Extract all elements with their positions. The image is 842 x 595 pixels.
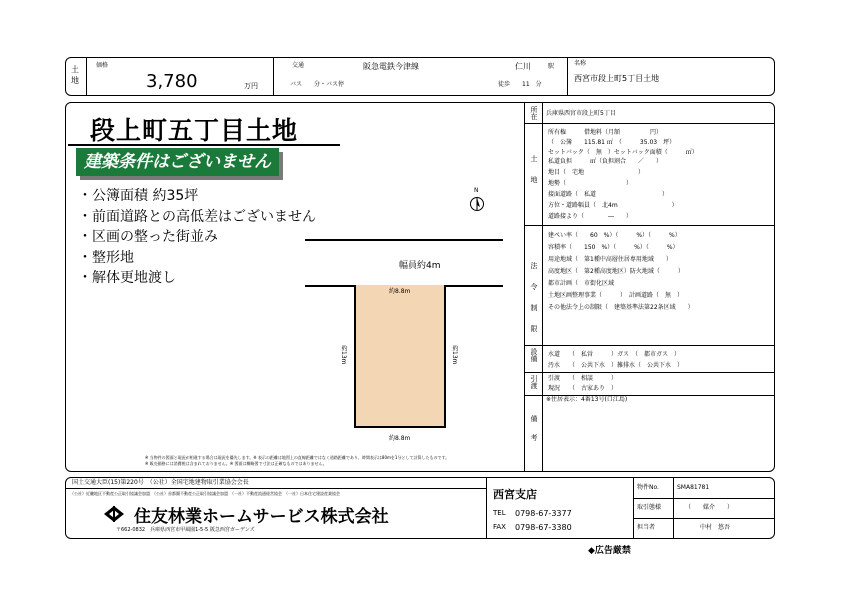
- price-unit: 万円: [244, 82, 258, 90]
- staff-label: 担当者: [637, 524, 656, 531]
- spec-row: その他法令上の制限（ 建築基準法第22条区域 ）: [548, 304, 694, 311]
- spec-land-rows: [548, 128, 698, 222]
- spec-row: 地目（ 宅地 ）: [548, 169, 645, 177]
- railway-name: 阪急電鉄今津線: [363, 62, 419, 71]
- spec-row: 私道負担 ㎡（負担割合 ／ ）: [548, 158, 663, 166]
- property-no: SMA81781: [677, 484, 710, 491]
- feature-item: ・公簿面積 約35坪: [78, 188, 199, 204]
- company-name: 住友林業ホームサービス株式会社: [134, 507, 389, 527]
- traffic-label: 交通: [292, 62, 305, 69]
- spec-remarks-label: 備考: [530, 415, 538, 453]
- location-label: 名称: [574, 60, 587, 67]
- spec-delivery-rows: [548, 374, 617, 394]
- spec-row: 接面道路（ 私道 ）: [548, 191, 669, 199]
- disclaimer-2: ※ 販売価格には消費税は含まれておりません。※ 図面は概略図で寸法は正確なものではありません。: [145, 461, 327, 466]
- fax-label: FAX: [493, 523, 506, 531]
- north-arrow-icon: [469, 196, 485, 212]
- company-logo-icon: [100, 504, 128, 524]
- license-text: 国土交通大臣(15)第220号 （公社）全国宅地建物取引業協会会長: [72, 479, 249, 486]
- spec-row: 水道 （ 私営 ）ガス （ 都市ガス ）: [548, 351, 681, 358]
- spec-row: 方位・道路幅員（ 北4m ）: [548, 202, 678, 210]
- walk-info: 徒歩 11 分: [498, 81, 542, 88]
- conditions-banner: 建築条件はございません: [76, 148, 279, 176]
- spec-row: 高度地区（ 第2種高度地区）防火地域（ ）: [548, 268, 684, 275]
- branch-name: 西宮支店: [493, 488, 537, 501]
- fax-number: 0798-67-3380: [515, 523, 572, 532]
- feature-item: ・整形地: [78, 249, 134, 266]
- spec-row: 汚水 （ 公共下水 ）雑排水（ 公共下水 ）: [548, 362, 684, 369]
- tel-label: TEL: [493, 509, 506, 517]
- spec-row: 現況 （ 古家あり ）: [548, 385, 618, 392]
- company-address: 〒662-0832 兵庫県西宮市甲風園1-5-5 阪急西宮ガーデンズ: [116, 527, 255, 533]
- station-suffix: 駅: [548, 63, 555, 70]
- north-label: N: [474, 187, 479, 194]
- spec-delivery-label: 引渡: [530, 375, 538, 389]
- spec-row: 地勢（ ）: [548, 180, 633, 188]
- spec-location-label: 所在: [530, 106, 538, 120]
- lot-dim-bottom: 約8.8m: [389, 435, 411, 442]
- page-title: 段上町五丁目土地: [90, 116, 299, 145]
- spec-remarks-value: ※住居表示：4番13号(口江島): [546, 396, 628, 403]
- spec-row: 道路接より（ ― ）: [548, 213, 633, 221]
- spec-land-label: 土地: [530, 155, 538, 197]
- deal-type-label: 取引態様: [637, 504, 662, 511]
- feature-item: ・解体更地渡し: [78, 270, 176, 286]
- spec-row: 引渡 （ 相談 ）: [548, 375, 618, 382]
- spec-infra-label: 設備: [530, 348, 538, 362]
- feature-item: ・区画の整った街並み: [78, 229, 218, 245]
- lot-dim-left: 約13m: [340, 345, 347, 365]
- location-value: 西宮市段上町5丁目土地: [574, 74, 660, 83]
- bus-info: バス 分・バス停: [290, 81, 345, 88]
- spec-infra-rows: [548, 349, 683, 371]
- staff-name: 中村 悠吾: [700, 524, 731, 531]
- price-value: 3,780: [146, 71, 198, 92]
- no-ad-notice: ◆広告厳禁: [588, 546, 631, 556]
- lot-shape: [354, 285, 446, 428]
- lot-dim-top: 約8.8m: [389, 288, 411, 295]
- station-name: 仁川: [515, 62, 531, 71]
- road-edge-far: [305, 239, 503, 241]
- feature-list: [78, 186, 316, 289]
- spec-location-value: 兵庫県西宮市段上町5丁目: [546, 110, 616, 117]
- price-label: 価格: [96, 62, 109, 69]
- road-width-label: 幅員約4m: [399, 261, 441, 271]
- spec-row: 建ぺい率（ 60 %）（ %）（ %）: [548, 232, 681, 239]
- spec-row: 都市計画（ 市街化区域: [548, 280, 615, 287]
- property-no-label: 物件No.: [637, 484, 659, 491]
- spec-row: （ 公簿 115.81 ㎡ （ 35.03 坪）: [548, 138, 676, 146]
- spec-row: 用途地域（ 第1種中高層住居専用地域 ）: [548, 256, 672, 263]
- deal-type-value: （ 媒介 ）: [685, 504, 734, 511]
- spec-row: セットバック（ 無 ）セットバック面積（ ㎡）: [548, 148, 698, 156]
- tel-number: 0798-67-3377: [515, 509, 572, 518]
- spec-law-rows: [548, 230, 694, 314]
- spec-row: 所有権 借地料（月額 円）: [548, 129, 663, 136]
- association-text: （公社）近畿地区不動産公正取引協議会加盟 （公社）首都圏不動産公正取引協議会加盟 （一社）不動産流通経営協会 （一社）日本住宅建設産業協会: [70, 491, 340, 496]
- spec-row: 土地区画整理事業（ ） 計画道路（ 無 ）: [548, 292, 684, 299]
- spec-law-label: 法令制限: [530, 262, 538, 346]
- disclaimer-1: ※ 当物件の図面と現況が相違する場合は現況を優先します。※ 表示の距離は地図上の直線距離ではなく道路距離であり、時間表示は80mを1分として計算したものです。: [145, 455, 450, 460]
- lot-dim-right: 約13m: [451, 345, 458, 365]
- spec-row: 容積率（ 150 %）（ %）（ %）: [548, 244, 679, 251]
- feature-item: ・前面道路との高低差はございません: [78, 208, 316, 225]
- land-label: 土地: [71, 65, 79, 85]
